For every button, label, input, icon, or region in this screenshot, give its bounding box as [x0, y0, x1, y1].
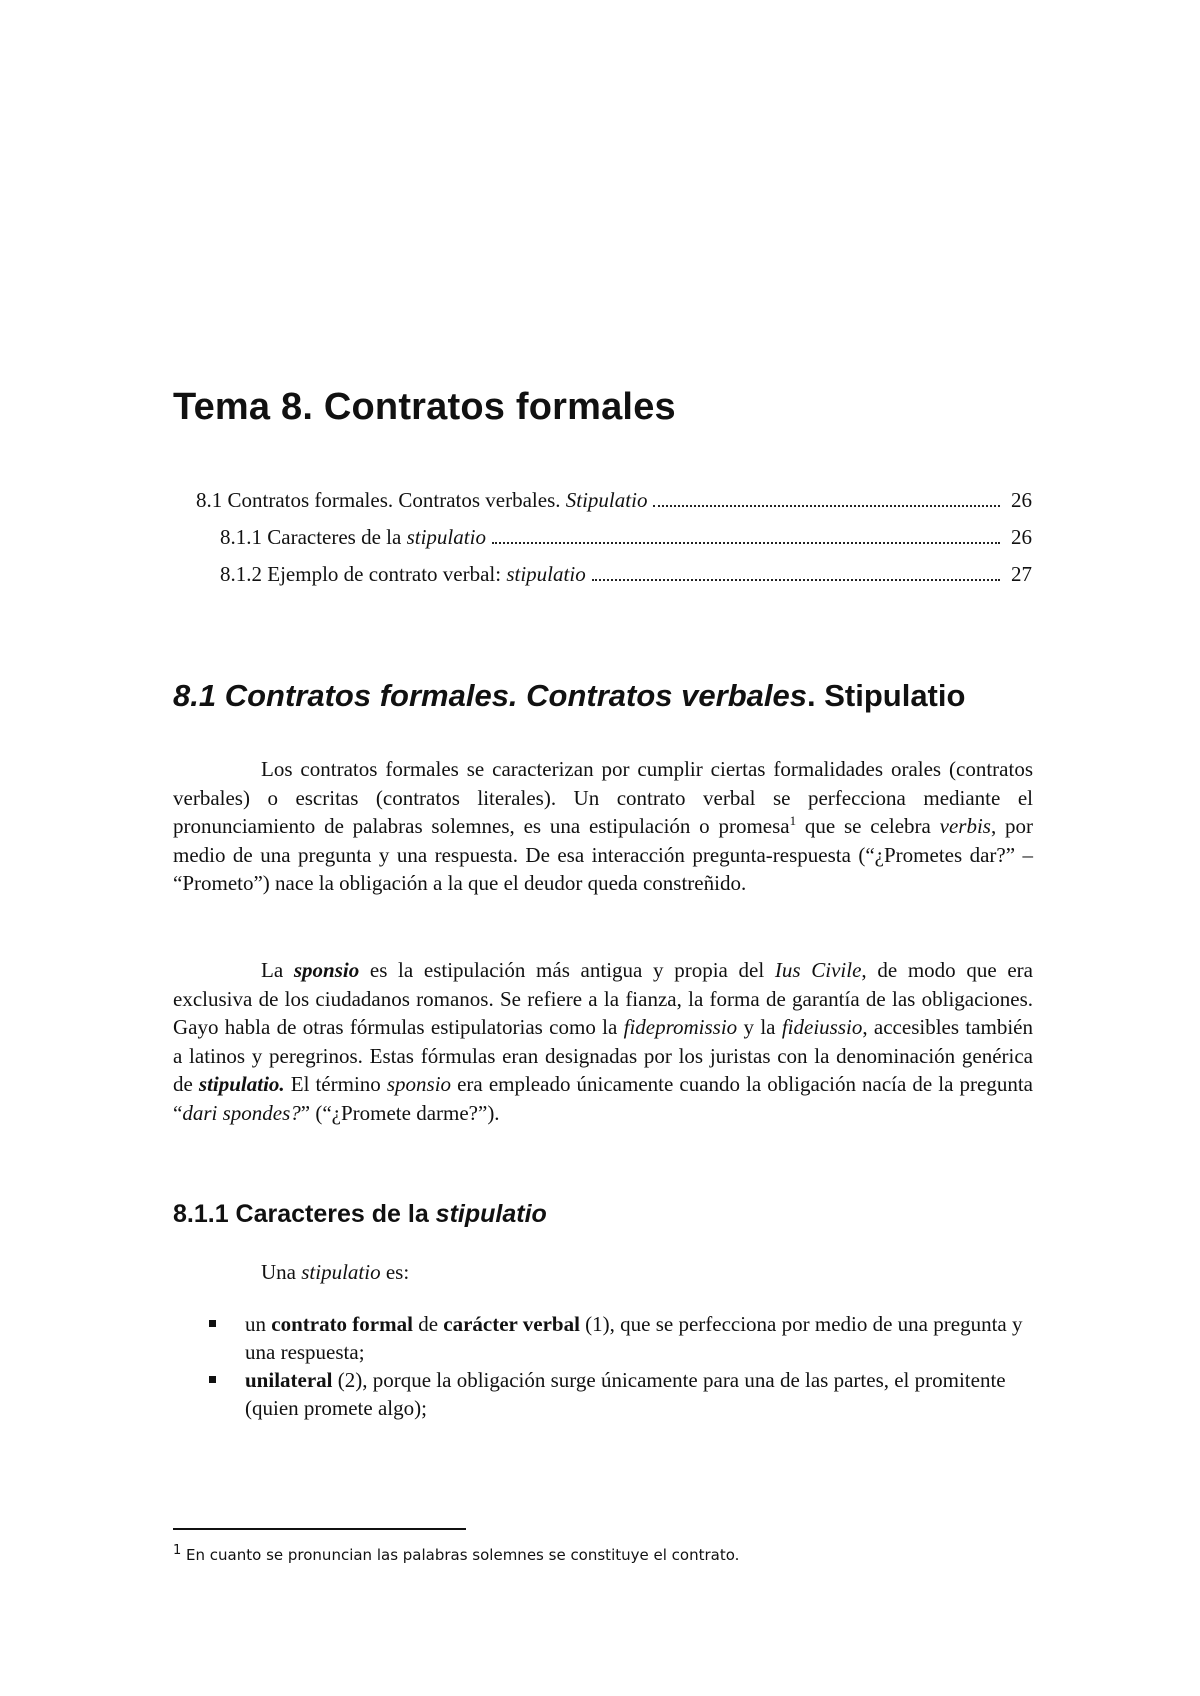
toc-entry-italic: Stipulatio [565, 488, 648, 512]
toc-entry-italic: stipulatio [406, 525, 486, 549]
paragraph-contratos-formales [173, 755, 1033, 898]
list-item: unilateral (2), porque la obligación surge únicamente para una de las partes, el promitente (quien promete algo); [205, 1366, 1033, 1422]
bullet-square-icon [209, 1376, 216, 1383]
characteristics-list [205, 1310, 1033, 1422]
term-sponsio: sponsio [386, 1072, 452, 1096]
subsection-heading-italic: stipulatio [435, 1200, 547, 1228]
term-sponsio: sponsio [293, 958, 360, 982]
para-text: es: [380, 1260, 410, 1284]
para-text: ” (“¿Promete darme?”). [300, 1100, 500, 1125]
footnote-ref[interactable]: 1 [789, 813, 797, 828]
para-text: , de modo que era exclusiva de los ciudadanos romanos. Se refiere a la fianza, la forma de garantía de las obligaciones. Gayo habla de otras fórmulas estipulatorias como la [173, 958, 1033, 1039]
term-stipulatio: stipulatio [301, 1260, 381, 1284]
term-dari-spondes: dari spondes? [182, 1100, 301, 1125]
table-of-contents [196, 488, 1032, 599]
toc-entry-italic: stipulatio [506, 562, 586, 586]
section-heading-plain: Stipulatio [815, 678, 966, 713]
term-stipulatio: stipulatio. [198, 1072, 285, 1096]
para-text: era empleado únicamente cuando la obligación nacía de la pregunta “ [173, 1072, 1033, 1125]
bold-term: carácter verbal [443, 1312, 580, 1336]
term-fideiussio: fideiussio [781, 1015, 863, 1039]
section-heading [173, 678, 965, 714]
footnote-divider [173, 1528, 466, 1530]
toc-leader [653, 505, 1000, 507]
paragraph-sponsio [173, 956, 1033, 1127]
bold-term: unilateral [245, 1368, 333, 1392]
para-text: es la estipulación más antigua y propia del [359, 958, 775, 982]
toc-entry-8-1-1[interactable] [196, 525, 1032, 562]
para-text: El término [284, 1072, 387, 1096]
list-item: un contrato formal de carácter verbal (1), que se perfecciona por medio de una pregunta y una respuesta; [205, 1310, 1033, 1366]
toc-entry-8-1-2[interactable] [196, 562, 1032, 599]
para-text: , accesibles también a latinos y peregrinos. Estas fórmulas eran designadas por los juristas con la denominación genérica de [173, 1015, 1034, 1096]
chapter-title: Tema 8. Contratos formales [173, 386, 676, 428]
toc-leader [592, 579, 1000, 581]
footnote-mark: 1 [173, 1543, 182, 1558]
para-text: Una [261, 1260, 302, 1284]
footnote-text: En cuanto se pronuncian las palabras solemnes se constituye el contrato. [181, 1546, 740, 1564]
term-fidepromissio: fidepromissio [623, 1015, 738, 1039]
toc-entry-text: 8.1.2 Ejemplo de contrato verbal: [220, 562, 507, 586]
para-text: que se celebra [796, 814, 940, 838]
section-heading-dot: . [806, 678, 816, 713]
section-heading-italic: 8.1 Contratos formales. Contratos verbales [173, 678, 807, 713]
subsection-heading [173, 1200, 547, 1229]
bold-term: contrato formal [271, 1312, 413, 1336]
toc-leader [492, 542, 1000, 544]
bullet-square-icon [209, 1320, 216, 1327]
toc-page-number: 26 [1011, 488, 1032, 512]
toc-entry-8-1[interactable] [196, 488, 1032, 525]
toc-entry-text: 8.1.1 Caracteres de la [220, 525, 407, 549]
para-text: La [261, 958, 294, 982]
para-text: , por medio de una pregunta y una respuesta. De esa interacción pregunta-respuesta (“¿Prometes dar?” – “Prometo”) nace la obligación a la que el deudor queda constreñido. [173, 814, 1033, 895]
toc-page-number: 27 [1011, 562, 1032, 586]
paragraph-intro [173, 1258, 1033, 1287]
toc-entry-text: 8.1 Contratos formales. Contratos verbales. [196, 488, 566, 512]
subsection-heading-plain: 8.1.1 Caracteres de la [173, 1200, 436, 1228]
para-text: y la [737, 1015, 782, 1039]
para-text: Los contratos formales se caracterizan por cumplir ciertas formalidades orales (contratos verbales) o escritas (contratos literales). Un contrato verbal se perfecciona mediante el pronunciamiento de palabras solemnes, es una estipulación o promesa [173, 757, 1033, 838]
term-ius-civile: Ius Civile [774, 958, 862, 982]
term-verbis: verbis [939, 814, 991, 838]
footnote [173, 1543, 740, 1564]
toc-page-number: 26 [1011, 525, 1032, 549]
